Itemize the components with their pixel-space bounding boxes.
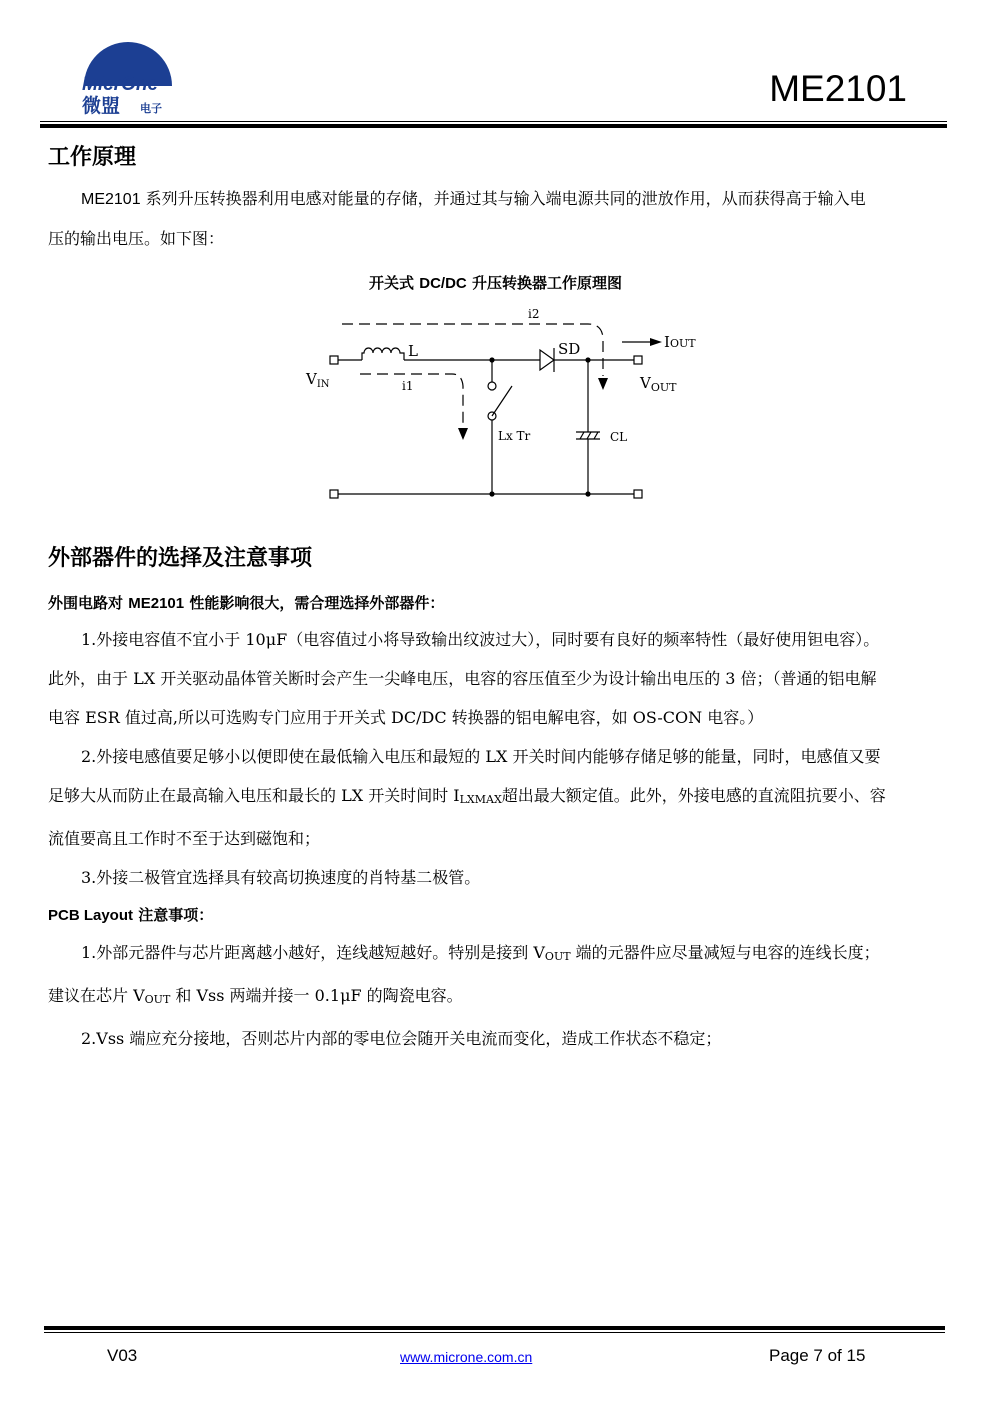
label-i2: i2	[528, 307, 540, 321]
pcb-layout-body	[48, 933, 944, 1058]
vin-terminal	[330, 356, 338, 364]
i1-arrow-icon	[458, 428, 468, 440]
diode-icon	[540, 350, 554, 370]
intro-line2: 压的输出电压。如下图：	[48, 229, 225, 248]
pcb-layout-title: PCB Layout 注意事项：	[48, 906, 214, 924]
external-parts-intro: 外围电路对 ME2101 性能影响很大，需合理选择外部器件：	[48, 594, 445, 612]
logo-text-cn: 微盟	[82, 95, 121, 117]
label-lx-tr: Lx Tr	[498, 429, 531, 443]
label-iout: IOUT	[664, 333, 696, 351]
footer-page-number: Page 7 of 15	[769, 1346, 866, 1365]
pcb-note2: 2.Vss 端应充分接地，否则芯片内部的零电位会随开关电流而变化，造成工作状态不稳定；	[81, 1029, 722, 1048]
inductor-note-line2: 足够大从而防止在最高输入电压和最长的 LX 开关时间时 ILXMAX超出最大额定值。此外，外接电感的直流阻抗要小、容	[48, 786, 886, 806]
header-rule-thin	[40, 121, 947, 122]
label-L: L	[408, 342, 418, 360]
inductor-note-line3: 流值要高且工作时不至于达到磁饱和；	[48, 829, 321, 848]
capacitor-note-line3: 电容 ESR 值过高,所以可选购专门应用于开关式 DC/DC 转换器的铝电解电容，如 OS-CON 电容。）	[48, 708, 764, 727]
footer-rule-thick	[44, 1326, 945, 1330]
footer-website-link[interactable]: www.microne.com.cn	[400, 1349, 533, 1365]
boost-converter-diagram	[290, 298, 710, 513]
capacitor-note-line1: 1.外接电容值不宜小于 10μF（电容值过小将导致输出纹波过大），同时要有良好的频率特性（最好使用钽电容）。	[81, 630, 880, 649]
i2-arrow-icon	[598, 378, 608, 390]
logo-text-cn-small: 电子	[140, 102, 162, 115]
gnd-terminal-right	[634, 490, 642, 498]
section-title-principle: 工作原理	[48, 144, 137, 170]
section-title-external-parts: 外部器件的选择及注意事项	[48, 545, 313, 571]
footer-rule-thin	[44, 1332, 945, 1333]
pcb-note1-line1: 1.外部元器件与芯片距离越小越好，连线越短越好。特别是接到 VOUT 端的元器件应尽量减短与电容的连线长度；	[81, 943, 880, 963]
microne-logo	[76, 28, 180, 118]
label-cl: CL	[610, 430, 628, 444]
footer-version: V03	[107, 1346, 138, 1365]
inductor-icon	[362, 348, 404, 360]
external-parts-body	[48, 620, 944, 897]
principle-intro	[48, 179, 944, 258]
diode-note: 3.外接二极管宜选择具有较高切换速度的肖特基二极管。	[81, 868, 481, 887]
switch-contact-top	[488, 382, 496, 390]
vout-terminal	[634, 356, 642, 364]
gnd-terminal-left	[330, 490, 338, 498]
header-rule-thick	[40, 124, 947, 128]
switch-blade-icon	[492, 386, 512, 416]
pcb-note1-line2: 建议在芯片 VOUT 和 Vss 两端并接一 0.1μF 的陶瓷电容。	[48, 986, 463, 1006]
logo-text-en: MicrOne	[82, 74, 159, 95]
label-SD: SD	[558, 340, 581, 358]
intro-model: ME2101	[81, 191, 141, 208]
iout-arrow-icon	[650, 338, 662, 346]
intro-line1: 系列升压转换器利用电感对能量的存储，并通过其与输入端电源共同的泄放作用，从而获得高于输入电	[140, 189, 866, 208]
label-vin: $V_{IN}$	[306, 370, 330, 390]
capacitor-note-line2: 此外，由于 LX 开关驱动晶体管关断时会产生一尖峰电压，电容的容压值至少为设计输出电压的 3 倍；（普通的铝电解	[48, 669, 877, 688]
label-vout: $V_{OUT}$	[640, 374, 677, 394]
product-title: ME2101	[769, 68, 907, 109]
inductor-note-line1: 2.外接电感值要足够小以便即使在最低输入电压和最短的 LX 开关时间内能够存储足够的能量，同时，电感值又要	[81, 747, 881, 766]
diagram-title: 开关式 DC/DC 升压转换器工作原理图	[369, 274, 622, 292]
label-i1: i1	[402, 379, 414, 393]
